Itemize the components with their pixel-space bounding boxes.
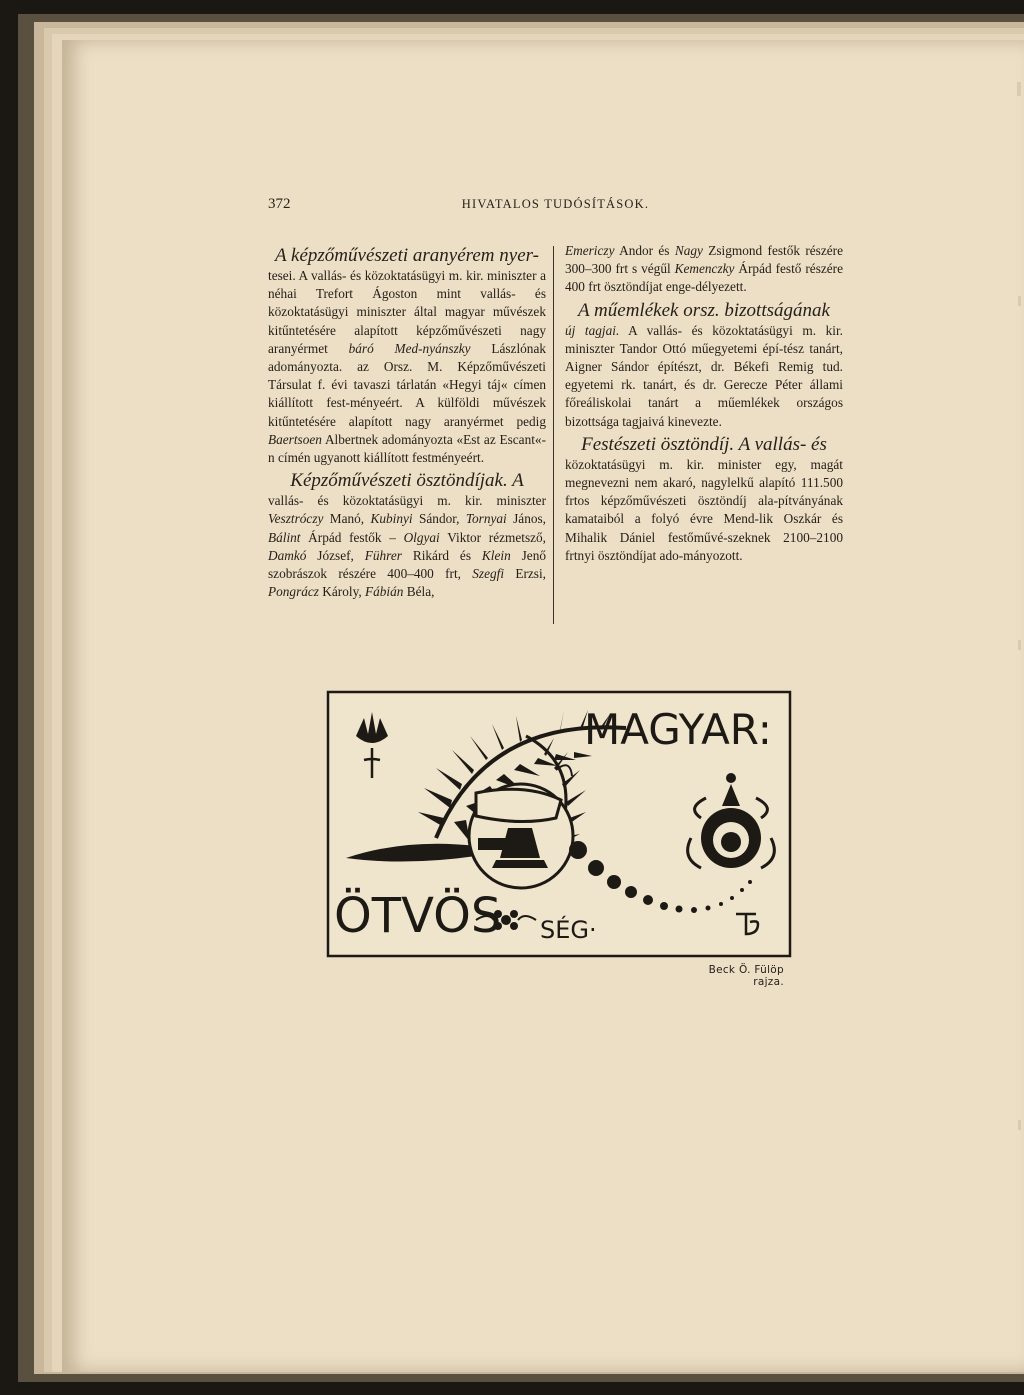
page-header bbox=[268, 196, 843, 216]
person-name: Olgyai bbox=[403, 529, 440, 545]
paragraph-muemlekek: A műemlékek orsz. bizottságának új tagjai. A vallás- és közoktatásügyi m. kir. miniszter Tandor Ottó műegyetemi épí-tész tanárt, Aigner Sándor építészt, dr. Békefi Remig tud. egyetemi rk. tanárt, és dr. Gerecze Péter állami főreáliskolai tanárt a műemlékek országos bizottsága tagjaivá kinevezte. bbox=[565, 299, 843, 429]
person-name: Bálint bbox=[268, 529, 301, 545]
section-heading: A műemlékek orsz. bizottságának bbox=[578, 299, 830, 321]
person-name: Vesztróczy bbox=[268, 511, 324, 527]
person-name: Klein bbox=[481, 547, 511, 563]
paragraph-osztondij-cont: Emericzy Andor és Nagy Zsigmond festők részére 300–300 frt s végűl Kemenczky Árpád festő részére 400 frt ösztöndíjat enge-délyezett. bbox=[565, 243, 844, 295]
person-name: Kubinyi bbox=[370, 511, 413, 527]
section-lead: új tagjai. bbox=[565, 322, 620, 338]
running-title: HIVATALOS TUDÓSÍTÁSOK. bbox=[461, 197, 650, 211]
word-otvos: ÖTVÖS bbox=[334, 888, 502, 944]
section-heading: Festészeti ösztöndíj. A vallás- és bbox=[581, 433, 827, 455]
illustration-caption: Beck Ö. Fülöp rajza. bbox=[708, 964, 784, 988]
paragraph-aranyerem: A képzőművészeti aranyérem nyer- tesei. A vallás- és közoktatásügyi m. kir. miniszter a néhai Trefort Ágoston mint vallás- és közoktatásügyi miniszter által magyar művészek kitűntetésére alapított képzőművészeti nagy aranyérmet báró Med-nyánszky Lászlónak adományozta. az Orsz. M. Képzőművészeti Társulat f. évi tavaszi tárlatán «Hegyi táj« címen kiállított fest-ményeért. A külföldi művészek kitűntetésére alapított nagy aranyérmet pedig Baertsoen Albertnek adományozta «Est az Escant«-n címén ugyanott kiállított festményeért. bbox=[268, 245, 546, 466]
paragraph-festeszeti: Festészeti ösztöndíj. A vallás- és közoktatásügyi m. kir. minister egy, magát megnevezni nem akaró, nagylelkű alapító 111.500 frtos képzőművészeti ösztöndíj ala-pítványának kamataiból a folyó évre Mend-lik Oszkár és Mihalik Dániel festőművé-szeknek 2100–2100 frtnyi ösztöndíjat ado-mányozott. bbox=[565, 433, 843, 563]
person-name: Kemenczky bbox=[674, 261, 735, 277]
person-name: Nagy bbox=[674, 243, 703, 258]
section-heading: Képzőművészeti ösztöndíjak. A bbox=[290, 470, 524, 492]
person-name: Tornyai bbox=[465, 511, 507, 527]
person-name: Pongrácz bbox=[268, 584, 319, 600]
ornament-drawing bbox=[326, 688, 793, 960]
word-magyar: MAGYAR: bbox=[584, 705, 772, 754]
magyar-otvosseg-illustration bbox=[326, 688, 793, 960]
page-edge-marks bbox=[1016, 0, 1024, 1395]
person-name: báró Med-nyánszky bbox=[348, 340, 471, 356]
person-name: Baertsoen bbox=[268, 431, 322, 447]
word-seg: SÉG· bbox=[540, 916, 597, 944]
person-name: Fábián bbox=[365, 584, 404, 600]
page-number: 372 bbox=[268, 196, 291, 212]
person-name: Emericzy bbox=[565, 243, 615, 258]
left-column bbox=[268, 242, 546, 601]
section-heading: A képzőművészeti aranyérem nyer- bbox=[275, 245, 539, 266]
column-divider bbox=[553, 246, 554, 624]
person-name: Szegfi bbox=[472, 566, 505, 582]
person-name: Führer bbox=[364, 547, 402, 563]
paragraph-osztondijak: Képzőművészeti ösztöndíjak. A vallás- és közoktatásügyi m. kir. miniszter Vesztróczy Manó, Kubinyi Sándor, Tornyai János, Bálint Árpád festők – Olgyai Viktor rézmetsző, Damkó József, Führer Rikárd és Klein Jenő szobrászok részére 400–400 frt, Szegfi Erzsi, Pongrácz Károly, Fábián Béla, bbox=[268, 470, 547, 600]
person-name: Damkó bbox=[268, 547, 307, 563]
right-column bbox=[565, 242, 843, 565]
